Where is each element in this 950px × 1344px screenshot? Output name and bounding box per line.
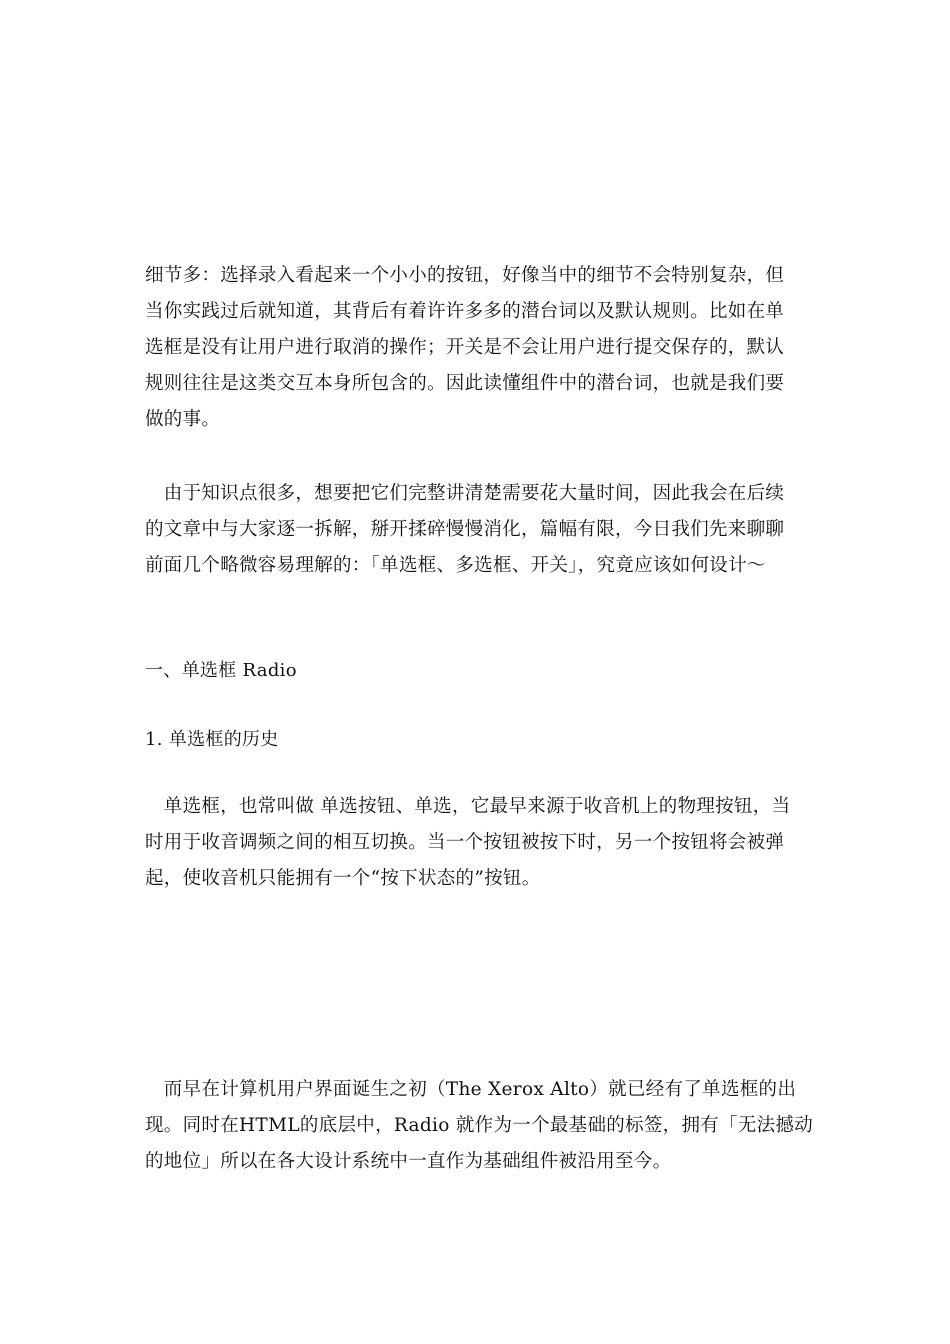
paragraph-line: 选框是没有让用户进行取消的操作；开关是不会让用户进行提交保存的，默认 <box>145 337 785 358</box>
paragraph-line: 细节多：选择录入看起来一个小小的按钮，好像当中的细节不会特别复杂，但 <box>145 265 785 286</box>
paragraph-line: 的文章中与大家逐一拆解，掰开揉碎慢慢消化，篇幅有限，今日我们先来聊聊 <box>145 519 785 540</box>
paragraph-line: 当你实践过后就知道，其背后有着许许多多的潜台词以及默认规则。比如在单 <box>145 301 785 322</box>
paragraph-radio-history <box>145 789 805 897</box>
paragraph-line: 单选框，也常叫做 单选按钮、单选，它最早来源于收音机上的物理按钮，当 <box>145 796 791 817</box>
paragraph-radio-html <box>145 1072 814 1180</box>
paragraph-line: 时用于收音调频之间的相互切换。当一个按钮被按下时，另一个按钮将会被弹 <box>145 832 785 853</box>
paragraph-intro <box>145 476 805 584</box>
paragraph-line: 由于知识点很多，想要把它们完整讲清楚需要花大量时间，因此我会在后续 <box>145 483 785 504</box>
paragraph-line: 的地位」所以在各大设计系统中一直作为基础组件被沿用至今。 <box>145 1151 672 1172</box>
paragraph-line: 而早在计算机用户界面诞生之初（The Xerox Alto）就已经有了单选框的出 <box>145 1079 797 1100</box>
subsection-heading: 1. 单选框的历史 <box>145 729 279 750</box>
section-heading: 一、单选框 Radio <box>145 660 297 681</box>
paragraph-details <box>145 258 805 438</box>
paragraph-line: 规则往往是这类交互本身所包含的。因此读懂组件中的潜台词，也就是我们要 <box>145 373 785 394</box>
paragraph-line: 前面几个略微容易理解的：「单选框、多选框、开关」，究竟应该如何设计～ <box>145 555 766 576</box>
paragraph-line: 起，使收音机只能拥有一个“按下状态的”按钮。 <box>145 868 541 889</box>
paragraph-line: 做的事。 <box>145 409 221 430</box>
paragraph-line: 现。同时在HTML的底层中，Radio 就作为一个最基础的标签，拥有「无法撼动 <box>145 1115 814 1136</box>
